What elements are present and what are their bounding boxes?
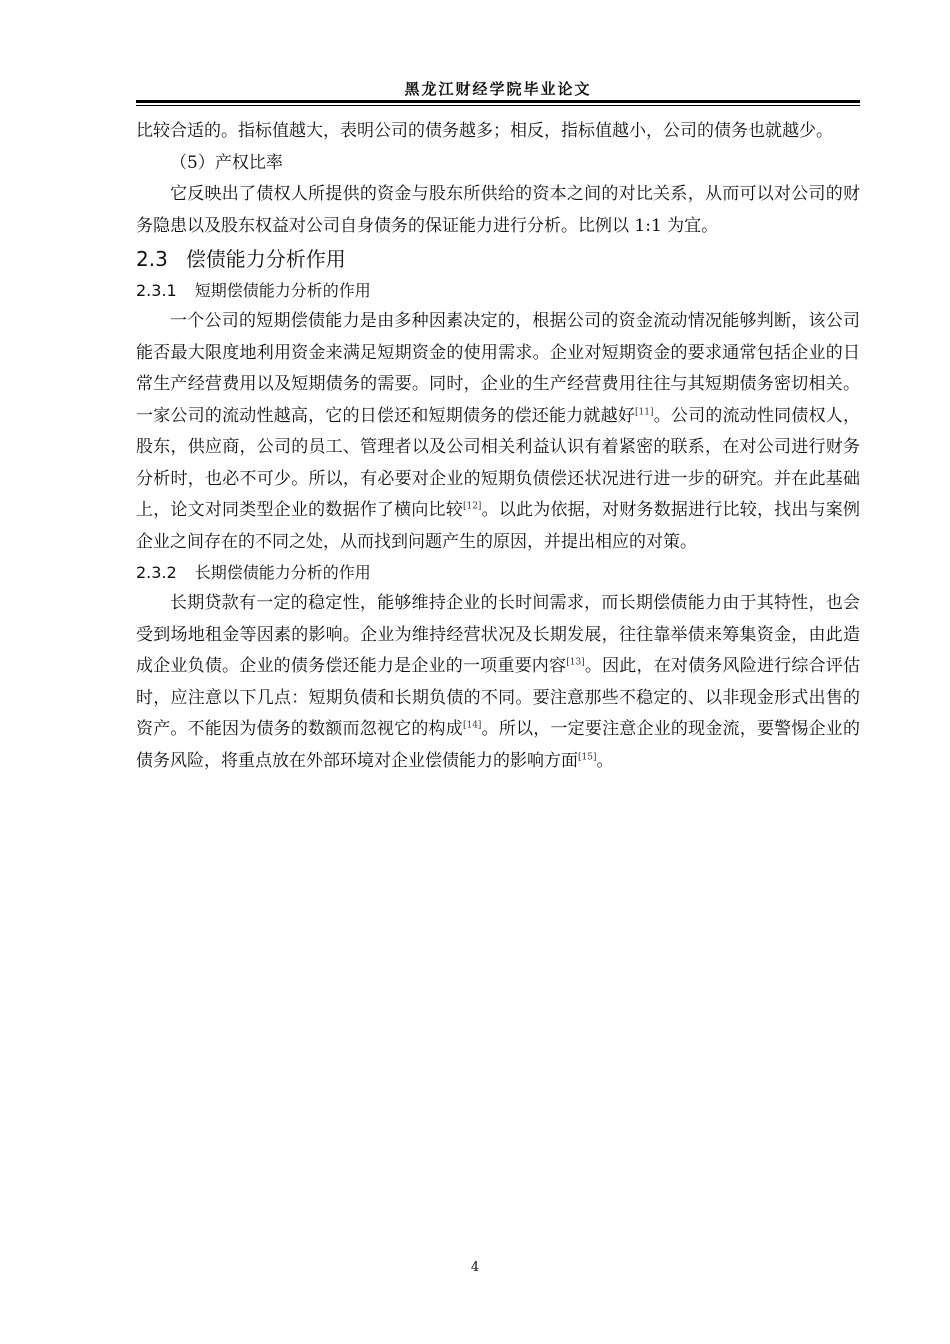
- paragraph-text: 。: [596, 750, 614, 771]
- citation-15: [15]: [578, 751, 597, 762]
- paragraph-text: 长期贷款有一定的稳定性，能够维持企业的长时间需求，而长期偿债能力由于其特性，也会受到场地租金等因素的影响。企业为维持经营状况及长期发展，往往靠举债来筹集资金，由此造成企业负债。企业的债务偿还能力是企业的一项重要内容: [136, 593, 860, 676]
- header-rule-thin: [136, 105, 860, 106]
- paragraph-long-term-solvency: [136, 588, 860, 777]
- subsection-number: 2.3.2: [136, 563, 177, 582]
- header-rule-thick: [136, 100, 860, 103]
- item-heading-equity-ratio: （5）产权比率: [170, 152, 283, 173]
- page-number: 4: [470, 1260, 480, 1275]
- page-content: [136, 116, 860, 777]
- section-heading-2-3-1: [136, 276, 860, 306]
- running-header-title: 黑龙江财经学院毕业论文: [404, 80, 592, 98]
- citation-11: [11]: [635, 406, 654, 417]
- section-heading-2-3: [136, 242, 860, 276]
- citation-14: [14]: [462, 720, 482, 731]
- paragraph-text: 。所以，一定要注意企业的现金流，要警惕企业的债务风险，将重点放在外部环境对企业偿债能力的影响方面: [136, 719, 861, 771]
- section-number: 2.3: [136, 247, 168, 271]
- paragraph-text: 一个公司的短期偿债能力是由多种因素决定的，根据公司的资金流动情况能够判断，该公司能否最大限度地利用资金来满足短期资金的使用需求。企业对短期资金的要求通常包括企业的日常生产经营费用以及短期债务的需要。同时，企业的生产经营费用往往与其短期债务密切相关。一家公司的流动性越高，它的日偿还和短期债务的偿还能力就越好: [136, 311, 860, 426]
- paragraph-text: 。因此，在对债务风险进行综合评估时，应注意以下几点：短期负债和长期负债的不同。要注意那些不稳定的、以非现金形式出售的资产。不能因为债务的数额而忽视它的构成: [136, 656, 861, 739]
- citation-12: [12]: [462, 501, 482, 512]
- subsection-title: 短期偿债能力分析的作用: [194, 281, 371, 300]
- subsection-title: 长期偿债能力分析的作用: [194, 563, 371, 582]
- section-heading-2-3-2: [136, 558, 860, 588]
- paragraph-short-term-solvency: [136, 306, 860, 558]
- paragraph-text: 。以此为依据，对财务数据进行比较，找出与案例企业之间存在的不同之处，从而找到问题产生的原因，并提出相应的对策。: [136, 500, 861, 552]
- subsection-number: 2.3.1: [136, 281, 177, 300]
- paragraph-equity-ratio: 它反映出了债权人所提供的资金与股东所供给的资本之间的对比关系，从而可以对公司的财务隐患以及股东权益对公司自身债务的保证能力进行分析。比例以 1:1 为宜。: [136, 184, 860, 236]
- paragraph-continued: 比较合适的。指标值越大，表明公司的债务越多；相反，指标值越小，公司的债务也就越少。: [136, 121, 833, 141]
- citation-13: [13]: [566, 657, 585, 668]
- section-title: 偿债能力分析作用: [185, 247, 346, 271]
- paragraph-text: 。公司的流动性同债权人，股东，供应商，公司的员工、管理者以及公司相关利益认识有着紧密的联系，在对公司进行财务分析时，也必不可少。所以，有必要对企业的短期负债偿还状况进行进一步的研究。并在此基础上，论文对同类型企业的数据作了横向比较: [136, 405, 861, 520]
